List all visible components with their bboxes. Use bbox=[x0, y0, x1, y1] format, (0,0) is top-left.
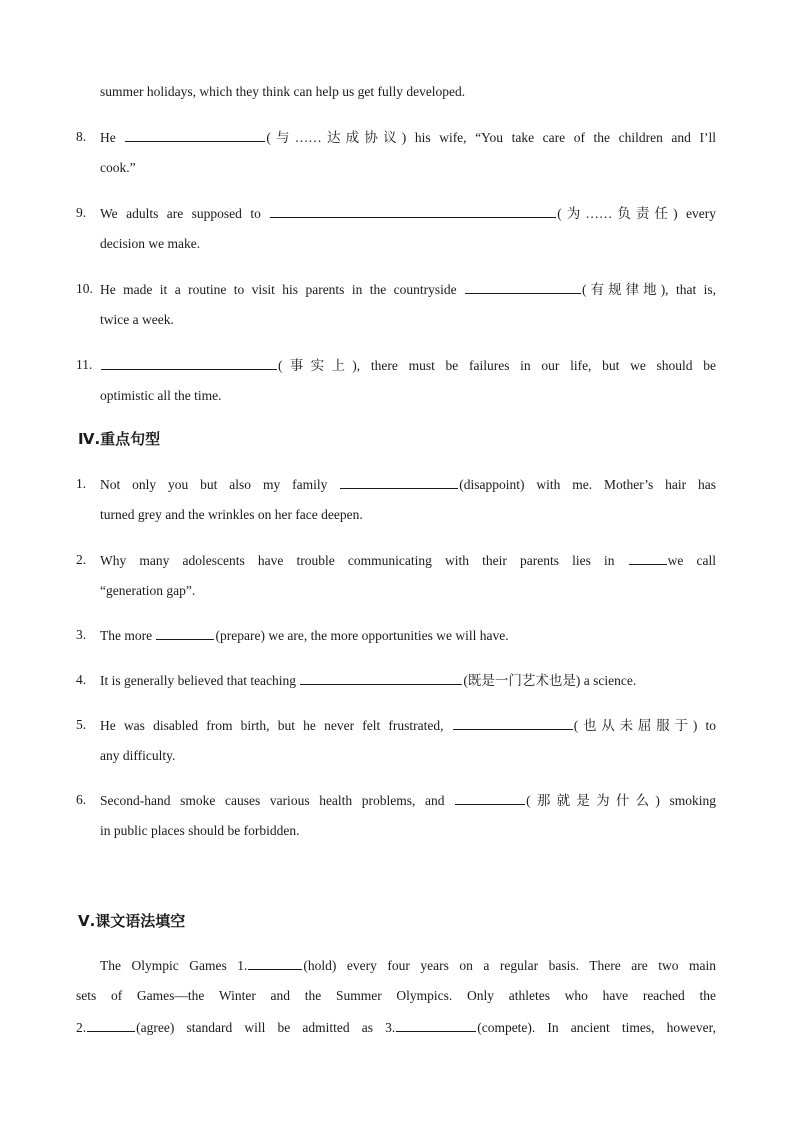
item-continuation: decision we make. bbox=[100, 236, 201, 251]
item-text-after: we call bbox=[667, 553, 717, 568]
answer-blank[interactable] bbox=[453, 716, 573, 730]
item-number: 2. bbox=[76, 552, 87, 567]
item-continuation: twice a week. bbox=[100, 312, 174, 327]
item-text-after: (disappoint) with me. Mother’s hair has bbox=[459, 477, 716, 492]
item-text-after: (事实上), there must be failures in our life, but we should be bbox=[278, 358, 716, 373]
item-number: 5. bbox=[76, 717, 87, 732]
passage-text: 2. bbox=[76, 1020, 87, 1035]
item-number: 8. bbox=[76, 129, 87, 144]
item-line bbox=[100, 128, 716, 147]
passage-text: (hold) every four years on a regular basis. There are two main bbox=[303, 958, 716, 973]
item-text-after: (那就是为什么) smoking bbox=[526, 793, 717, 808]
passage-text: (agree) standard will be admitted as 3. bbox=[136, 1020, 396, 1035]
passage-text: (compete). In ancient times, however, bbox=[477, 1020, 716, 1035]
item-text-before: We adults are supposed to bbox=[100, 206, 261, 221]
item-text-after: (prepare) we are, the more opportunities we will have. bbox=[215, 628, 509, 643]
item-line bbox=[100, 204, 716, 223]
passage-text: The Olympic Games 1. bbox=[100, 958, 248, 973]
item-continuation: in public places should be forbidden. bbox=[100, 823, 300, 838]
item-line bbox=[100, 551, 716, 570]
item-number: 10. bbox=[76, 281, 93, 296]
passage-line bbox=[100, 956, 716, 975]
passage-text: sets of Games—the Winter and the Summer Olympics. Only athletes who have reached the bbox=[76, 988, 716, 1003]
item-line bbox=[100, 626, 716, 645]
item-text-after: (有规律地), that is, bbox=[582, 282, 716, 297]
item-line bbox=[100, 475, 716, 494]
passage-line bbox=[76, 1018, 716, 1037]
item-continuation: any difficulty. bbox=[100, 748, 176, 763]
answer-blank[interactable] bbox=[629, 551, 667, 565]
item-text-after: (与……达成协议) his wife, “You take care of the children and I’ll bbox=[266, 130, 716, 145]
item-text-before: The more bbox=[100, 628, 153, 643]
item-line bbox=[100, 356, 716, 375]
item-line bbox=[100, 791, 716, 810]
item-text-after: (也从未屈服于) to bbox=[573, 718, 717, 733]
answer-blank[interactable] bbox=[300, 671, 462, 685]
item-number: 4. bbox=[76, 672, 87, 687]
item-text-before: It is generally believed that teaching bbox=[100, 673, 297, 688]
intro-line: summer holidays, which they think can help us get fully developed. bbox=[100, 84, 466, 99]
answer-blank[interactable] bbox=[465, 280, 581, 294]
item-continuation: cook.” bbox=[100, 160, 136, 175]
item-text-before: He bbox=[100, 130, 116, 145]
item-number: 1. bbox=[76, 476, 87, 491]
item-number: 9. bbox=[76, 205, 87, 220]
heading-v: Ⅴ.课文语法填空 bbox=[78, 912, 186, 930]
passage-blank[interactable] bbox=[396, 1018, 476, 1032]
item-continuation: optimistic all the time. bbox=[100, 388, 222, 403]
item-line bbox=[100, 716, 716, 735]
passage-line bbox=[76, 987, 716, 1005]
item-text-before: Not only you but also my family bbox=[100, 477, 328, 492]
answer-blank[interactable] bbox=[270, 204, 556, 218]
item-number: 3. bbox=[76, 627, 87, 642]
item-text-before: He was disabled from birth, but he never felt frustrated, bbox=[100, 718, 444, 733]
item-number: 6. bbox=[76, 792, 87, 807]
item-line bbox=[100, 280, 716, 299]
answer-blank[interactable] bbox=[340, 475, 458, 489]
item-number: 11. bbox=[76, 357, 93, 372]
answer-blank[interactable] bbox=[101, 356, 277, 370]
item-continuation: turned grey and the wrinkles on her face deepen. bbox=[100, 507, 363, 522]
answer-blank[interactable] bbox=[125, 128, 265, 142]
item-line bbox=[100, 671, 716, 690]
answer-blank[interactable] bbox=[156, 626, 214, 640]
item-continuation: “generation gap”. bbox=[100, 583, 196, 598]
answer-blank[interactable] bbox=[455, 791, 525, 805]
item-text-before: Why many adolescents have trouble communicating with their parents lies in bbox=[100, 553, 615, 568]
item-text-after: (为……负责任) every bbox=[557, 206, 716, 221]
heading-iv: Ⅳ.重点句型 bbox=[78, 430, 161, 448]
item-text-before: Second-hand smoke causes various health problems, and bbox=[100, 793, 445, 808]
item-text-before: He made it a routine to visit his parents in the countryside bbox=[100, 282, 457, 297]
passage-blank[interactable] bbox=[87, 1018, 135, 1032]
item-text-after: (既是一门艺术也是) a science. bbox=[463, 673, 637, 688]
passage-blank[interactable] bbox=[248, 956, 302, 970]
